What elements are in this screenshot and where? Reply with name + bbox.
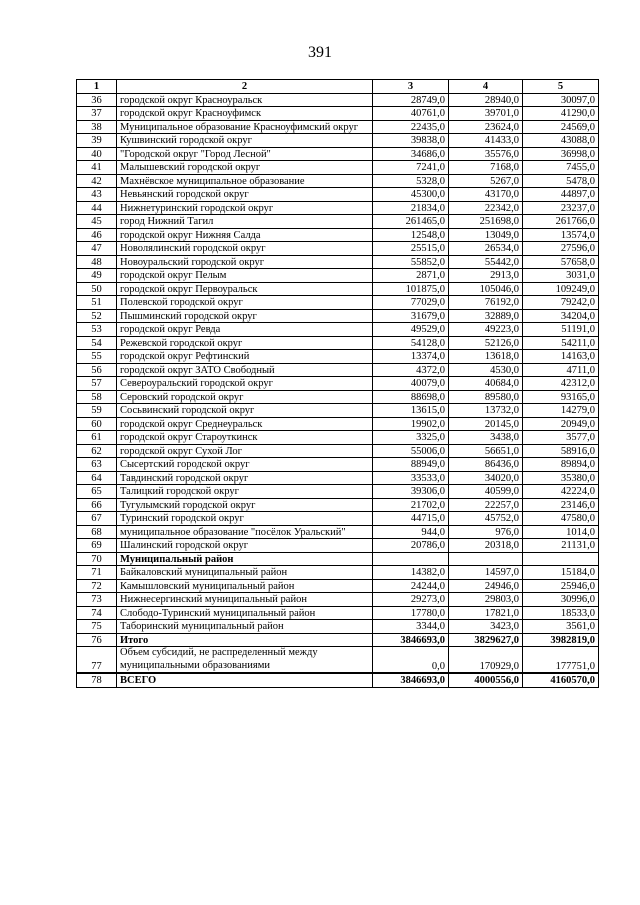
municipality-name-cell: Таборинский муниципальный район [117,620,373,634]
municipality-name-cell: Махнёвское муниципальное образование [117,174,373,188]
value-col-3-cell: 44715,0 [373,512,449,526]
table-row [77,566,599,580]
value-col-3-cell [373,552,449,566]
municipality-name-cell: Шалинский городской округ [117,539,373,553]
table-row [77,539,599,553]
table-row [77,431,599,445]
table-row [77,471,599,485]
table-header-row [77,80,599,94]
value-col-4-cell [449,552,523,566]
municipality-name-cell: городской округ Пелым [117,269,373,283]
value-col-5-cell: 15184,0 [523,566,599,580]
row-number-cell: 42 [77,174,117,188]
row-number-cell: 41 [77,161,117,175]
value-col-5-cell: 261766,0 [523,215,599,229]
municipality-name-cell: Полевской городской округ [117,296,373,310]
table-row [77,620,599,634]
value-col-4-cell: 24946,0 [449,579,523,593]
value-col-5-cell: 3577,0 [523,431,599,445]
row-number-cell: 49 [77,269,117,283]
value-col-4-cell: 20318,0 [449,539,523,553]
table-row [77,120,599,134]
value-col-4-cell: 14597,0 [449,566,523,580]
value-col-4-cell: 23624,0 [449,120,523,134]
value-col-5-cell: 42312,0 [523,377,599,391]
value-col-4-cell: 3438,0 [449,431,523,445]
row-number-cell: 51 [77,296,117,310]
page-number: 391 [308,44,332,61]
value-col-3-cell: 39838,0 [373,134,449,148]
table-row [77,336,599,350]
municipality-name-cell: Кушвинский городской округ [117,134,373,148]
row-number-cell: 39 [77,134,117,148]
value-col-4-cell: 2913,0 [449,269,523,283]
value-col-5-cell: 23237,0 [523,201,599,215]
row-number-cell: 66 [77,498,117,512]
municipality-name-cell: Новоуральский городской округ [117,255,373,269]
municipality-name-cell: городской округ Сухой Лог [117,444,373,458]
row-number-cell: 67 [77,512,117,526]
municipality-name-cell: Туринский городской округ [117,512,373,526]
value-col-3-cell: 88949,0 [373,458,449,472]
value-col-4-cell: 34020,0 [449,471,523,485]
value-col-5-cell: 34204,0 [523,309,599,323]
value-col-4-cell: 13732,0 [449,404,523,418]
value-col-5-cell: 27596,0 [523,242,599,256]
value-col-3-cell: 77029,0 [373,296,449,310]
row-number-cell: 40 [77,147,117,161]
row-number-cell: 64 [77,471,117,485]
value-col-3-cell: 3846693,0 [373,633,449,647]
value-col-5-cell: 3982819,0 [523,633,599,647]
value-col-5-cell: 47580,0 [523,512,599,526]
value-col-5-cell: 5478,0 [523,174,599,188]
value-col-3-cell: 55852,0 [373,255,449,269]
value-col-3-cell: 261465,0 [373,215,449,229]
table-row [77,269,599,283]
row-number-cell: 46 [77,228,117,242]
value-col-3-cell: 7241,0 [373,161,449,175]
table-row [77,512,599,526]
value-col-3-cell: 31679,0 [373,309,449,323]
value-col-5-cell: 93165,0 [523,390,599,404]
row-number-cell: 50 [77,282,117,296]
row-number-cell: 70 [77,552,117,566]
municipality-name-cell: Новолялинский городской округ [117,242,373,256]
value-col-3-cell: 25515,0 [373,242,449,256]
value-col-3-cell: 3344,0 [373,620,449,634]
row-number-cell: 55 [77,350,117,364]
value-col-4-cell: 22257,0 [449,498,523,512]
value-col-3-cell: 39306,0 [373,485,449,499]
municipality-name-cell: Невьянский городской округ [117,188,373,202]
value-col-4-cell: 32889,0 [449,309,523,323]
row-number-cell: 47 [77,242,117,256]
table-row [77,579,599,593]
value-col-5-cell: 36998,0 [523,147,599,161]
value-col-4-cell: 5267,0 [449,174,523,188]
row-number-cell: 74 [77,606,117,620]
municipality-name-cell: городской округ Первоуральск [117,282,373,296]
row-number-cell: 48 [77,255,117,269]
row-number-cell: 57 [77,377,117,391]
value-col-3-cell: 13374,0 [373,350,449,364]
row-number-cell: 63 [77,458,117,472]
table-row [77,673,599,687]
table-row [77,458,599,472]
table-row [77,282,599,296]
value-col-3-cell: 88698,0 [373,390,449,404]
row-number-cell: 72 [77,579,117,593]
municipality-name-cell: Камышловский муниципальный район [117,579,373,593]
municipality-name-cell: Нижнесергинский муниципальный район [117,593,373,607]
table-row [77,363,599,377]
table-row [77,161,599,175]
table-row [77,593,599,607]
municipality-name-cell: Серовский городской округ [117,390,373,404]
value-col-4-cell: 17821,0 [449,606,523,620]
table-row [77,498,599,512]
row-number-cell: 69 [77,539,117,553]
value-col-3-cell: 22435,0 [373,120,449,134]
value-col-3-cell: 101875,0 [373,282,449,296]
value-col-4-cell: 28940,0 [449,93,523,107]
subsidy-table [76,79,599,688]
municipality-name-cell: Сосьвинский городской округ [117,404,373,418]
row-number-cell: 76 [77,633,117,647]
municipality-name-cell: Режевской городской округ [117,336,373,350]
value-col-5-cell: 18533,0 [523,606,599,620]
table-row [77,215,599,229]
table-row [77,525,599,539]
row-number-cell: 59 [77,404,117,418]
value-col-5-cell [523,552,599,566]
table-row [77,323,599,337]
value-col-3-cell: 33533,0 [373,471,449,485]
value-col-5-cell: 58916,0 [523,444,599,458]
municipality-name-cell: городской округ Красноуфимск [117,107,373,121]
row-number-cell: 75 [77,620,117,634]
value-col-4-cell: 13049,0 [449,228,523,242]
table-row [77,134,599,148]
municipality-name-cell: городской округ Рефтинский [117,350,373,364]
value-col-4-cell: 43170,0 [449,188,523,202]
value-col-4-cell: 55442,0 [449,255,523,269]
header-col-3: 3 [373,80,449,94]
row-number-cell: 43 [77,188,117,202]
table-row [77,417,599,431]
value-col-3-cell: 3846693,0 [373,673,449,687]
value-col-4-cell: 52126,0 [449,336,523,350]
value-col-3-cell: 17780,0 [373,606,449,620]
table-row [77,606,599,620]
municipality-name-cell: Слободо-Туринский муниципальный район [117,606,373,620]
value-col-3-cell: 2871,0 [373,269,449,283]
table-row [77,242,599,256]
row-number-cell: 71 [77,566,117,580]
value-col-4-cell: 39701,0 [449,107,523,121]
municipality-name-cell: Объем субсидий, не распределенный между муниципальными образованиями [117,647,373,674]
table-row [77,377,599,391]
municipality-name-cell: Нижнетуринский городской округ [117,201,373,215]
value-col-5-cell: 44897,0 [523,188,599,202]
table-row [77,633,599,647]
value-col-5-cell: 21131,0 [523,539,599,553]
row-number-cell: 36 [77,93,117,107]
value-col-3-cell: 21834,0 [373,201,449,215]
value-col-4-cell: 29803,0 [449,593,523,607]
value-col-3-cell: 55006,0 [373,444,449,458]
value-col-4-cell: 4000556,0 [449,673,523,687]
value-col-5-cell: 20949,0 [523,417,599,431]
value-col-3-cell: 13615,0 [373,404,449,418]
value-col-4-cell: 40684,0 [449,377,523,391]
table-row [77,309,599,323]
value-col-4-cell: 3829627,0 [449,633,523,647]
row-number-cell: 52 [77,309,117,323]
value-col-4-cell: 105046,0 [449,282,523,296]
value-col-5-cell: 13574,0 [523,228,599,242]
municipality-name-cell: Талицкий городской округ [117,485,373,499]
municipality-name-cell: Пышминский городской округ [117,309,373,323]
value-col-5-cell: 54211,0 [523,336,599,350]
row-number-cell: 78 [77,673,117,687]
value-col-5-cell: 14163,0 [523,350,599,364]
value-col-5-cell: 1014,0 [523,525,599,539]
value-col-3-cell: 40761,0 [373,107,449,121]
row-number-cell: 62 [77,444,117,458]
value-col-5-cell: 24569,0 [523,120,599,134]
row-number-cell: 56 [77,363,117,377]
value-col-5-cell: 14279,0 [523,404,599,418]
value-col-3-cell: 28749,0 [373,93,449,107]
row-number-cell: 58 [77,390,117,404]
value-col-3-cell: 20786,0 [373,539,449,553]
municipality-name-cell: городской округ Нижняя Салда [117,228,373,242]
municipality-name-cell: Североуральский городской округ [117,377,373,391]
municipality-name-cell: Малышевский городской округ [117,161,373,175]
municipality-name-cell: Итого [117,633,373,647]
value-col-3-cell: 24244,0 [373,579,449,593]
table-row [77,404,599,418]
value-col-4-cell: 20145,0 [449,417,523,431]
value-col-5-cell: 35380,0 [523,471,599,485]
row-number-cell: 73 [77,593,117,607]
municipality-name-cell: Тавдинский городской округ [117,471,373,485]
row-number-cell: 65 [77,485,117,499]
table-row [77,93,599,107]
table-row [77,228,599,242]
value-col-5-cell: 177751,0 [523,647,599,674]
value-col-3-cell: 12548,0 [373,228,449,242]
table-row [77,390,599,404]
table-row [77,174,599,188]
value-col-5-cell: 57658,0 [523,255,599,269]
header-col-1: 1 [77,80,117,94]
value-col-5-cell: 41290,0 [523,107,599,121]
value-col-5-cell: 30996,0 [523,593,599,607]
value-col-4-cell: 3423,0 [449,620,523,634]
value-col-5-cell: 79242,0 [523,296,599,310]
value-col-5-cell: 3031,0 [523,269,599,283]
table-row [77,188,599,202]
value-col-5-cell: 89894,0 [523,458,599,472]
table-row [77,444,599,458]
municipality-name-cell: Муниципальное образование Красноуфимский округ [117,120,373,134]
value-col-3-cell: 0,0 [373,647,449,674]
value-col-3-cell: 5328,0 [373,174,449,188]
municipality-name-cell: Муниципальный район [117,552,373,566]
value-col-3-cell: 4372,0 [373,363,449,377]
value-col-5-cell: 4711,0 [523,363,599,377]
value-col-3-cell: 29273,0 [373,593,449,607]
value-col-3-cell: 21702,0 [373,498,449,512]
table-row [77,107,599,121]
value-col-3-cell: 944,0 [373,525,449,539]
value-col-3-cell: 34686,0 [373,147,449,161]
value-col-5-cell: 7455,0 [523,161,599,175]
row-number-cell: 60 [77,417,117,431]
value-col-4-cell: 35576,0 [449,147,523,161]
value-col-4-cell: 976,0 [449,525,523,539]
value-col-5-cell: 25946,0 [523,579,599,593]
value-col-3-cell: 3325,0 [373,431,449,445]
table-row [77,296,599,310]
value-col-4-cell: 56651,0 [449,444,523,458]
value-col-4-cell: 251698,0 [449,215,523,229]
value-col-3-cell: 19902,0 [373,417,449,431]
table-row [77,647,599,674]
table-row [77,255,599,269]
value-col-3-cell: 49529,0 [373,323,449,337]
municipality-name-cell: городской округ Среднеуральск [117,417,373,431]
row-number-cell: 45 [77,215,117,229]
row-number-cell: 61 [77,431,117,445]
value-col-4-cell: 4530,0 [449,363,523,377]
row-number-cell: 77 [77,647,117,674]
municipality-name-cell: муниципальное образование "посёлок Уральский" [117,525,373,539]
value-col-4-cell: 170929,0 [449,647,523,674]
value-col-5-cell: 43088,0 [523,134,599,148]
value-col-3-cell: 54128,0 [373,336,449,350]
row-number-cell: 44 [77,201,117,215]
value-col-5-cell: 30097,0 [523,93,599,107]
table-row [77,350,599,364]
row-number-cell: 38 [77,120,117,134]
table-row [77,201,599,215]
value-col-5-cell: 109249,0 [523,282,599,296]
municipality-name-cell: Сысертский городской округ [117,458,373,472]
header-col-4: 4 [449,80,523,94]
value-col-4-cell: 89580,0 [449,390,523,404]
value-col-4-cell: 22342,0 [449,201,523,215]
municipality-name-cell: ВСЕГО [117,673,373,687]
header-col-5: 5 [523,80,599,94]
municipality-name-cell: городской округ Староуткинск [117,431,373,445]
value-col-4-cell: 40599,0 [449,485,523,499]
municipality-name-cell: Тугулымский городской округ [117,498,373,512]
header-col-2: 2 [117,80,373,94]
table-row [77,552,599,566]
row-number-cell: 53 [77,323,117,337]
row-number-cell: 54 [77,336,117,350]
value-col-5-cell: 23146,0 [523,498,599,512]
municipality-name-cell: город Нижний Тагил [117,215,373,229]
municipality-name-cell: городской округ ЗАТО Свободный [117,363,373,377]
table-row [77,485,599,499]
value-col-4-cell: 41433,0 [449,134,523,148]
value-col-3-cell: 45300,0 [373,188,449,202]
value-col-5-cell: 3561,0 [523,620,599,634]
value-col-5-cell: 42224,0 [523,485,599,499]
municipality-name-cell: городской округ Красноуральск [117,93,373,107]
row-number-cell: 37 [77,107,117,121]
municipality-name-cell: "Городской округ "Город Лесной" [117,147,373,161]
value-col-5-cell: 51191,0 [523,323,599,337]
municipality-name-cell: Байкаловский муниципальный район [117,566,373,580]
value-col-3-cell: 40079,0 [373,377,449,391]
value-col-4-cell: 86436,0 [449,458,523,472]
table-row [77,147,599,161]
value-col-4-cell: 76192,0 [449,296,523,310]
row-number-cell: 68 [77,525,117,539]
municipality-name-cell: городской округ Ревда [117,323,373,337]
value-col-5-cell: 4160570,0 [523,673,599,687]
value-col-4-cell: 45752,0 [449,512,523,526]
value-col-3-cell: 14382,0 [373,566,449,580]
value-col-4-cell: 7168,0 [449,161,523,175]
value-col-4-cell: 49223,0 [449,323,523,337]
value-col-4-cell: 26534,0 [449,242,523,256]
value-col-4-cell: 13618,0 [449,350,523,364]
